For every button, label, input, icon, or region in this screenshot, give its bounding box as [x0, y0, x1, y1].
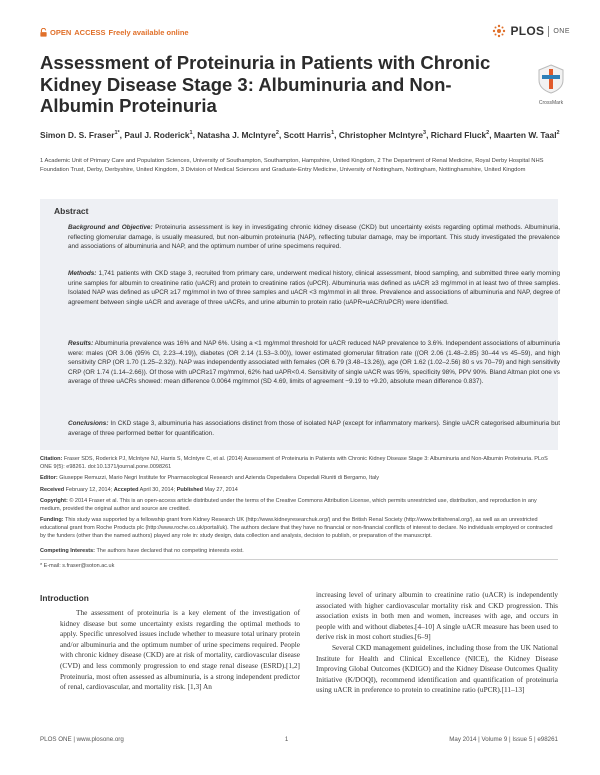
- meta-divider: [40, 559, 558, 560]
- open-access-banner: [40, 28, 189, 37]
- corresponding-email[interactable]: * E-mail: s.fraser@soton.ac.uk: [40, 563, 115, 569]
- freely-available-label: Freely available online: [108, 28, 189, 37]
- footer-issue-info: May 2014 | Volume 9 | Issue 5 | e98261: [449, 736, 558, 743]
- author: Natasha J. McIntyre$^2$: [197, 129, 279, 140]
- footer-journal-url: PLOS ONE | www.plosone.org: [40, 736, 124, 743]
- intro-right-column: [316, 590, 558, 696]
- competing-interests: Competing Interests: The authors have declared that no competing interests exist.: [40, 548, 244, 554]
- open-access-lock-icon: [40, 28, 47, 37]
- author: Scott Harris$^1$: [283, 129, 335, 140]
- intro-paragraph: Several CKD management guidelines, including those from the UK National Institute for Health and Clinical Excellence (NICE), the Kidney Disease Improving Global Outcomes (KDIGO) and the Kidney Disease Outcomes Quality Initiative (K/DOQI), recommend identification and quantification of proteinuria using uACR in preference to protein to creatinine ratio (uPCR).[11–13]: [316, 642, 558, 695]
- editor: Editor: Giuseppe Remuzzi, Mario Negri Institute for Pharmacological Research and Azienda Ospedaliera Ospedali Riuniti di Bergamo, Italy: [40, 475, 380, 481]
- open-access-word-2: ACCESS: [74, 28, 106, 37]
- author: Paul J. Roderick$^1$: [124, 129, 193, 140]
- abstract-methods: Methods: 1,741 patients with CKD stage 3, recruited from primary care, underwent medical history, clinical assessment, blood sampling, and submitted three early morning urine samples for albumin to creatinine ratio (uACR) and protein to creatinine ratios (uPCR). Albuminuria was defined as uACR ≥3 mg/mmol in at least two of three samples. Isolated NAP was defined as uPCR ≥17 mg/mmol in two of three samples and uACR <3 mg/mmol in all three. Prevalence and associations of albuminuria and NAP, degree of agreement between single uACR and average of three uACRs, and urine albumin to protein ratio (uAPR=uACR/uPCR) were identified.: [68, 270, 560, 306]
- abstract-box: [40, 199, 558, 450]
- author: Richard Fluck$^2$: [430, 129, 490, 140]
- dates: Received February 12, 2014; Accepted April 30, 2014; Published May 27, 2014: [40, 487, 238, 493]
- journal-logo: [492, 24, 570, 38]
- copyright: Copyright: © 2014 Fraser et al. This is an open-access article distributed under the terms of the Creative Commons Attribution License, which permits unrestricted use, distribution, and reproduction in any medium, provided the original author and source are credited.: [40, 498, 537, 513]
- journal-name-suffix: ONE: [553, 27, 570, 35]
- author: Christopher McIntyre$^3$: [338, 129, 427, 140]
- logo-divider: [548, 26, 549, 37]
- page-footer: [40, 736, 558, 743]
- page-number: 1: [284, 736, 289, 743]
- citation: Citation: Fraser SDS, Roderick PJ, McIntyre NJ, Harris S, McIntyre C, et al. (2014) Assessment of Proteinuria in Patients with Chronic Kidney Disease Stage 3: Albuminuria and Non-Albumin Proteinuria. PLoS ONE 9(5): e98261. doi:10.1371/journal.pone.0098261: [40, 456, 548, 471]
- funding: Funding: This study was supported by a fellowship grant from Kidney Research UK (http://www.kidneyresearchuk.org/) and the British Renal Society (http://www.britishrenal.org/), as well as an unrestricted educational grant from Roche Products plc (http://www.roche.co.uk/portal/uk). The authors declare that they have no financial or non-financial conflicts of interest to declare. No individuals employed or contracted by the funders (other than the named authors) played any role in: study design, data collection and analysis, decision to publish, or preparation of the manuscript.: [40, 517, 553, 540]
- abstract-conclusions: Conclusions: In CKD stage 3, albuminuria has associations distinct from those of isolated NAP (except for inflammatory markers). Single uACR categorised albuminuria but average of three performed better for quantification.: [68, 420, 560, 437]
- plos-logo-icon: [492, 24, 506, 38]
- intro-left-column: The assessment of proteinuria is a key element of the investigation of kidney disease but some uncertainty exists regarding the optimal methods to apply. Specific unresolved issues include whether to measure total urinary protein and/or albuminuria and the optimum number of urine specimens required. People with chronic kidney disease (CKD) are at risk of mortality, cardiovascular disease (CVD) and less commonly progression to end stage renal disease (ESRD).[1,2] Proteinuria, most often assessed as albuminuria, is a strong independent predictor of renal, cardiovascular, and mortality risk. [1,3] An: [60, 608, 300, 692]
- abstract-heading: Abstract: [54, 206, 89, 216]
- article-title: Assessment of Proteinuria in Patients with Chronic Kidney Disease Stage 3: Albuminuria and Non-Albumin Proteinuria: [40, 52, 491, 116]
- abstract-results: Results: Albuminuria prevalence was 16% and NAP 6%. Using a <1 mg/mmol threshold for uACR reduced NAP prevalence to 3.6%. Independent associations of albuminuria were: males (OR 3.06 (95% CI, 2.23–4.19)), diabetes (OR 2.14 (1.53–3.00)), lower estimated glomerular filtration rate ((OR 2.06 (1.48–2.85) 30–44 vs 45–59), and high sensitivity CRP (OR 1.70 (1.25–2.32)). NAP was independently associated with females (OR 6.79 (3.48–13.26)), age (OR 1.62 (1.02–2.56) 80 s vs 70–79) and high sensitivity CRP (OR 1.74 (1.14–2.66)). Of those with uPCR≥17 mg/mmol, 62% had uAPR<0.4. Sensitivity of single uACR was 95%, specificity 98%, PPV 90%. Bland Altman plot one vs average of three uACRs showed: mean difference 0.0064 mg/mmol (SD 4.69, limits of agreement −9.19 to +9.20, absolute mean difference 0.837).: [68, 340, 560, 385]
- journal-name: PLOS: [510, 24, 545, 38]
- affiliations: 1 Academic Unit of Primary Care and Population Sciences, University of Southampton, Southampton, Hampshire, United Kingdom, 2 The Department of Renal Medicine, Royal Derby Hospital NHS Foundation Trust, Derby, Derbyshire, United Kingdom, 3 Division of Medical Sciences and Graduate-Entry Medicine, University of Nottingham, Nottingham, Nottinghamshire, United Kingdom: [40, 158, 544, 173]
- author: Simon D. S. Fraser$^{1*}$: [40, 129, 120, 140]
- open-access-word-1: OPEN: [50, 28, 72, 37]
- crossmark-label: CrossMark: [538, 100, 564, 106]
- crossmark-icon: [538, 64, 564, 94]
- abstract-background: Background and Objective: Proteinuria assessment is key in investigating chronic kidney disease (CKD) but uncertainty exists regarding optimal methods. Albuminuria, reflecting glomerular damage, is usually measured, but non-albumin proteinuria (NAP), reflecting tubular damage, may be important. This study investigated the prevalence and associations of albuminuria and NAP, and the optimum number of urine specimens required.: [68, 224, 560, 250]
- author: Maarten W. Taal$^2$: [493, 129, 560, 140]
- intro-paragraph: increasing level of urinary albumin to creatinine ratio (uACR) is independently associated with higher cardiovascular mortality risk and CKD progression. This association exists in both men and women, increases with age, and occurs in people with and without diabetes.[4–10] A single uACR measure has been used to derive risk in most cohort studies.[6–9]: [316, 590, 558, 642]
- introduction-heading: Introduction: [40, 593, 89, 603]
- crossmark-badge[interactable]: [524, 64, 578, 106]
- author-list: Simon D. S. Fraser$^{1*}$, Paul J. Roderick$^1$, Natasha J. McIntyre$^2$, Scott Harris$^1$, Christopher McIntyre$^3$, Richard Fluck$^2$, Maarten W. Taal$^2$: [40, 129, 560, 140]
